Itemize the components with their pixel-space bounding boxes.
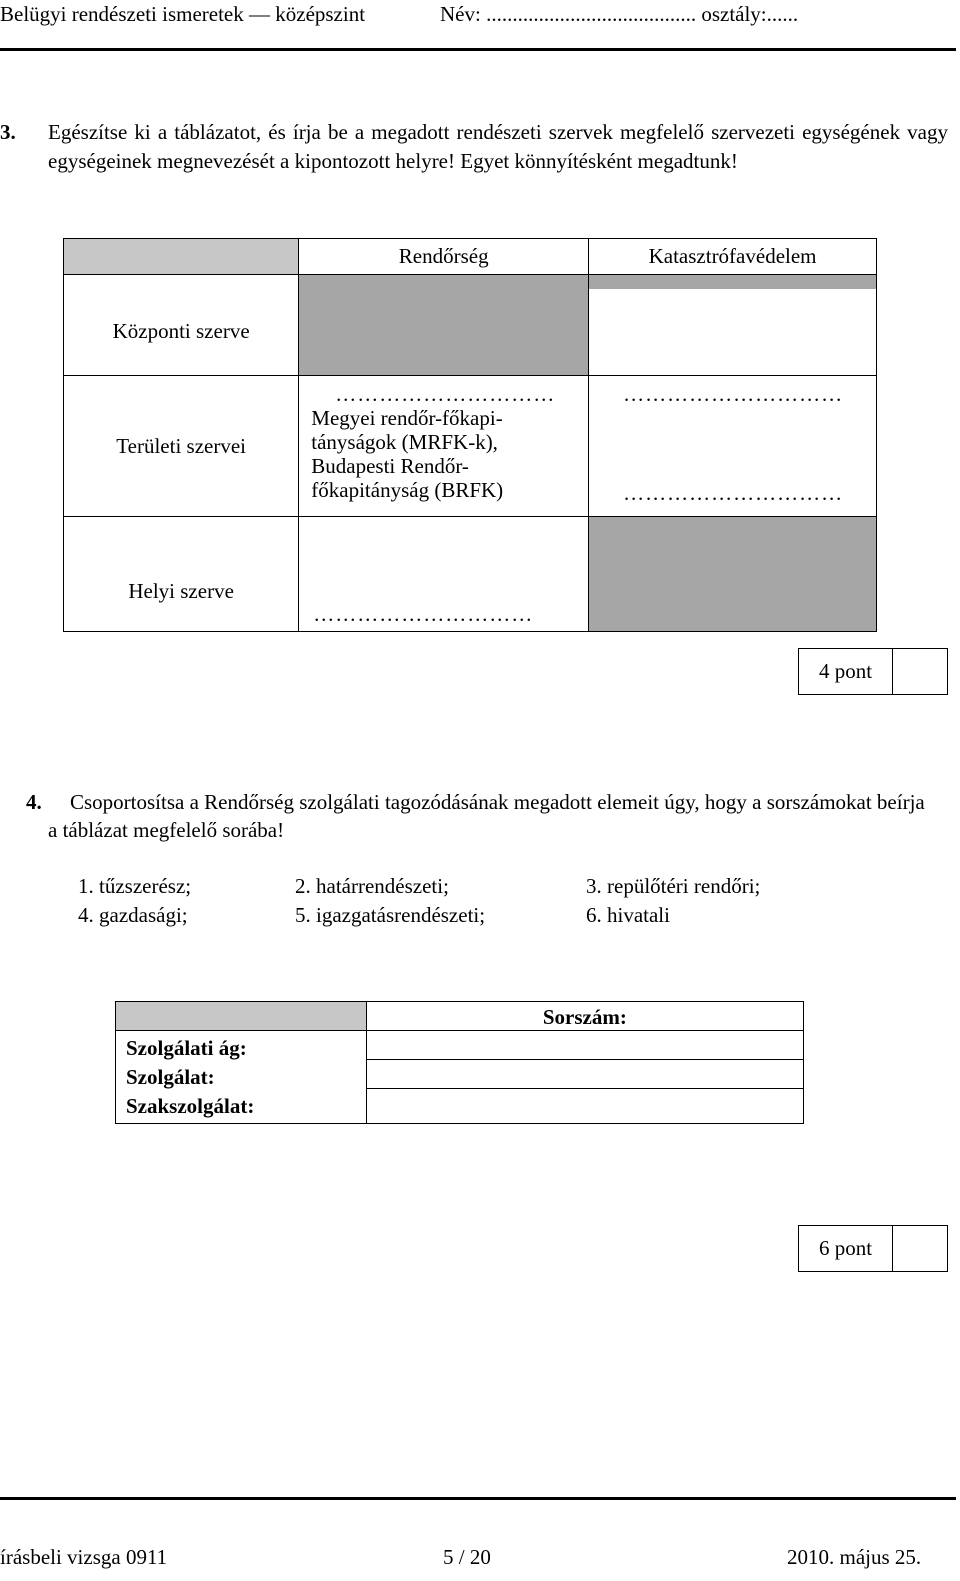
question-4-text: 4. Csoportosítsa a Rendőrség szolgálati tagozódásának megadott elemeit úgy, hogy a sorszámokat beírja a táblázat megfelelő sorába! (26, 790, 925, 842)
kozponti-katasztrofa-cell-top (589, 275, 877, 289)
answer-dots[interactable]: ………………………… (623, 481, 844, 505)
row-label-szolgalat: Szolgálat: (126, 1065, 215, 1089)
header-name-field: Név: ........................................ osztály:...... (440, 2, 799, 26)
answer-dots[interactable]: ………………………… (623, 382, 844, 406)
question-3-number: 3. (0, 120, 16, 144)
row-header-helyi: Helyi szerve (64, 517, 299, 632)
teruleti-rendorseg-cell (299, 376, 589, 517)
points-label: 4 pont (798, 648, 892, 695)
col-header-rendorseg: Rendőrség (299, 239, 589, 275)
footer-divider (0, 1497, 956, 1500)
list-item: 2. határrendészeti; (295, 874, 449, 898)
teruleti-katasztrofa-cell (589, 376, 877, 517)
kozponti-katasztrofa-cell (589, 289, 877, 376)
list-item: 6. hivatali (586, 903, 670, 927)
list-item: 4. gazdasági; (78, 903, 188, 927)
service-row-labels (116, 1031, 367, 1124)
question-3-text: Egészítse ki a táblázatot, és írja be a megadott rendészeti szervek megfelelő szervezeti egységének vagy egységeinek megnevezését a kipontozott helyre! Egyet könnyítésként megadtunk! (48, 120, 948, 173)
points-input-box[interactable] (892, 648, 948, 695)
header-divider (0, 48, 956, 51)
row-label-szakszolgalat: Szakszolgálat: (126, 1094, 255, 1118)
list-item: 1. tűzszerész; (78, 874, 192, 898)
footer-date: 2010. május 25. (787, 1545, 922, 1569)
helyi-katasztrofa-cell (589, 517, 877, 632)
given-answer-line-2: tányságok (MRFK-k), (311, 430, 498, 454)
kozponti-rendorseg-cell (299, 275, 589, 376)
given-answer-line-3: Budapesti Rendőr- (311, 454, 469, 478)
given-answer-line-4: főkapitányság (BRFK) (311, 478, 504, 502)
page-header (0, 2, 960, 32)
answer-dots[interactable]: ………………………… (335, 382, 556, 406)
row-label-szolgalati-ag: Szolgálati ág: (126, 1036, 247, 1060)
table-corner-cell (64, 239, 299, 275)
list-item: 5. igazgatásrendészeti; (295, 903, 486, 927)
row-header-teruleti: Területi szervei (64, 376, 299, 517)
footer-exam-code: írásbeli vizsga 0911 (0, 1545, 168, 1569)
service-table (115, 1001, 804, 1124)
points-input-box[interactable] (892, 1225, 948, 1272)
header-subject: Belügyi rendészeti ismeretek — középszint (0, 2, 366, 26)
answer-dots[interactable]: ………………………… (313, 602, 534, 626)
sorszam-answer-cell[interactable] (366, 1031, 803, 1124)
organization-table (63, 238, 877, 632)
points-label: 6 pont (798, 1225, 892, 1272)
helyi-rendorseg-cell (299, 517, 589, 632)
given-answer-line-1: Megyei rendőr-főkapi- (311, 406, 503, 430)
footer-page-number: 5 / 20 (443, 1545, 491, 1569)
col-header-katasztrofavedelem: Katasztrófavédelem (589, 239, 877, 275)
list-item: 3. repülőtéri rendőri; (586, 874, 761, 898)
sorszam-header: Sorszám: (366, 1002, 803, 1031)
question-4-number: 4. (26, 790, 42, 814)
service-table-corner (116, 1002, 367, 1031)
row-header-kozponti: Központi szerve (64, 275, 299, 376)
